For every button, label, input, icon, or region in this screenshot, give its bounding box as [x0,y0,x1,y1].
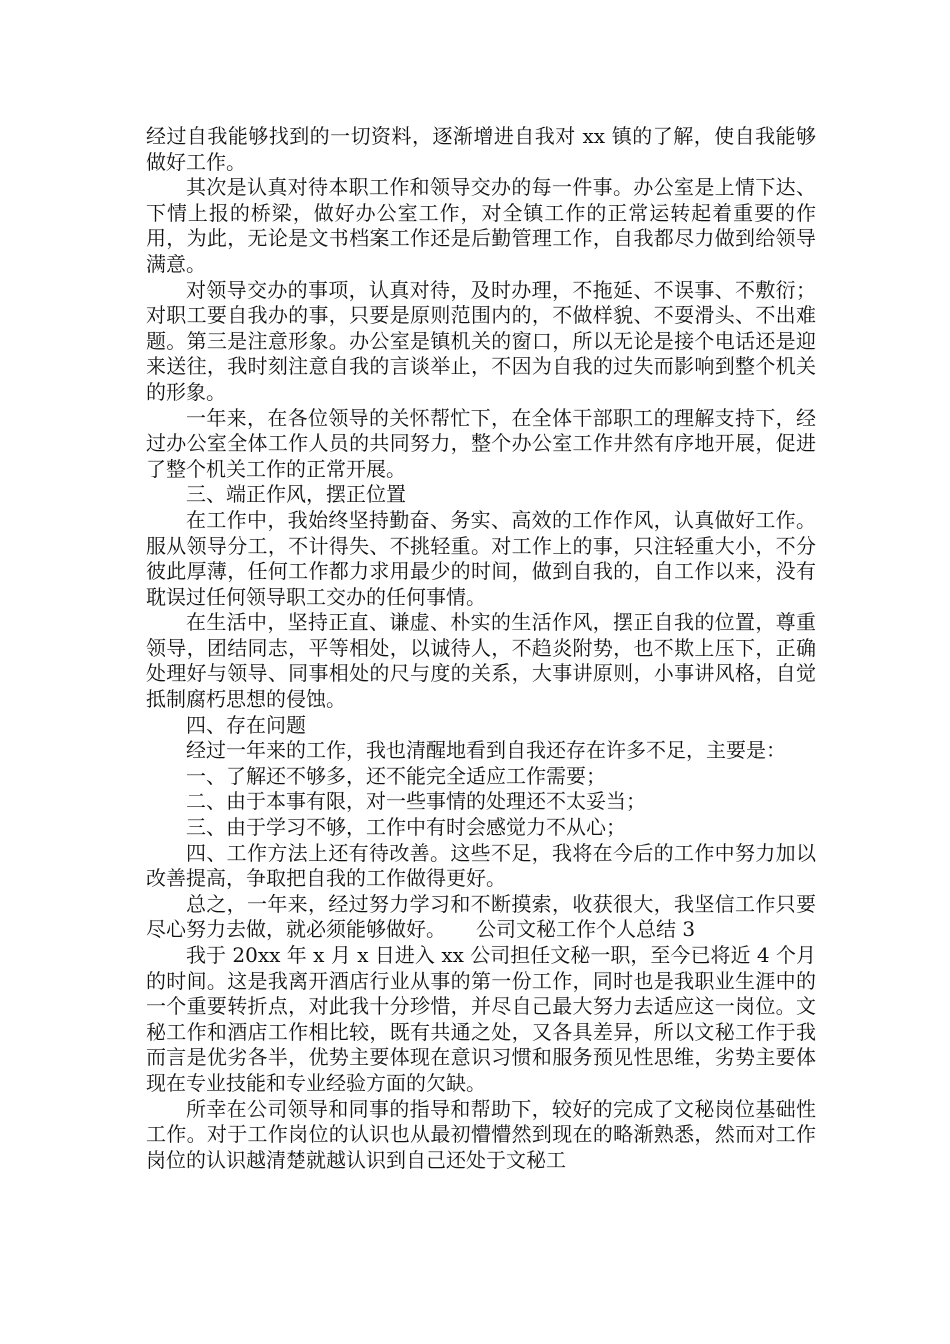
paragraph-4: 一年来，在各位领导的关怀帮忙下，在全体干部职工的理解支持下，经过办公室全体工作人员的共同努力，整个办公室工作井然有序地开展，促进了整个机关工作的正常开展。 [146,405,816,481]
paragraph-9: 经过一年来的工作，我也清醒地看到自我还存在许多不足，主要是： [186,738,786,763]
list-item-4: 四、工作方法上还有待改善。这些不足，我将在今后的工作中努力加以改善提高，争取把自我的工作做得更好。 [146,840,816,891]
paragraph-1: 经过自我能够找到的一切资料，逐渐增进自我对 xx 镇的了解，使自我能够做好工作。 [146,124,816,174]
section-heading-3: 三、端正作风，摆正位置 [186,482,406,507]
document-body [146,124,816,1173]
paragraph-2: 其次是认真对待本职工作和领导交办的每一件事。办公室是上情下达、下情上报的桥梁，做好办公室工作，对全镇工作的正常运转起着重要的作用，为此，无论是文书档案工作还是后勤管理工作，自我都尽力做到给领导满意。 [146,175,816,276]
paragraph-7: 在生活中，坚持正直、谦虚、朴实的生活作风，摆正自我的位置，尊重领导，团结同志，平等相处，以诚待人，不趋炎附势，也不欺上压下，正确处理好与领导、同事相处的尺与度的关系，大事讲原则，小事讲风格，自觉抵制腐朽思想的侵蚀。 [146,610,816,712]
list-item-3: 三、由于学习不够，工作中有时会感觉力不从心； [186,815,626,840]
paragraph-3: 对领导交办的事项，认真对待，及时办理，不拖延、不误事、不敷衍；对职工要自我办的事，只要是原则范围内的，不做样貌、不耍滑头、不出难题。第三是注意形象。办公室是镇机关的窗口，所以无论是接个电话还是迎来送往，我时刻注意自我的言谈举止，不因为自我的过失而影响到整个机关的形象。 [146,277,816,404]
list-item-2: 二、由于本事有限，对一些事情的处理还不太妥当； [186,789,646,814]
paragraph-6: 在工作中，我始终坚持勤奋、务实、高效的工作作风，认真做好工作。服从领导分工，不计得失、不挑轻重。对工作上的事，只注轻重大小，不分彼此厚薄，任何工作都力求用最少的时间，做到自我的，自工作以来，没有耽误过任何领导职工交办的任何事情。 [146,507,816,609]
paragraph-15: 我于 20xx 年 x 月 x 日进入 xx 公司担任文秘一职，至今已将近 4 个月的时间。这是我离开酒店行业从事的第一份工作，同时也是我职业生涯中的一个重要转折点，对此我十分珍惜，并尽自己最大努力去适应这一岗位。文秘工作和酒店工作相比较，既有共通之处，又各具差异，所以文秘工作于我而言是优劣各半，优势主要体现在意识习惯和服务预见性思维，劣势主要体现在专业技能和专业经验方面的欠缺。 [146,943,816,1095]
paragraph-16: 所幸在公司领导和同事的指导和帮助下，较好的完成了文秘岗位基础性工作。对于工作岗位的认识也从最初懵懵然到现在的略渐熟悉，然而对工作岗位的认识越清楚就越认识到自己还处于文秘工 [146,1096,816,1172]
section-heading-4: 四、存在问题 [186,712,306,737]
list-item-1: 一、了解还不够多，还不能完全适应工作需要； [186,763,606,788]
paragraph-14: 总之，一年来，经过努力学习和不断摸索，收获很大，我坚信工作只要尽心努力去做，就必须能够做好。 公司文秘工作个人总结 3 [146,891,816,942]
